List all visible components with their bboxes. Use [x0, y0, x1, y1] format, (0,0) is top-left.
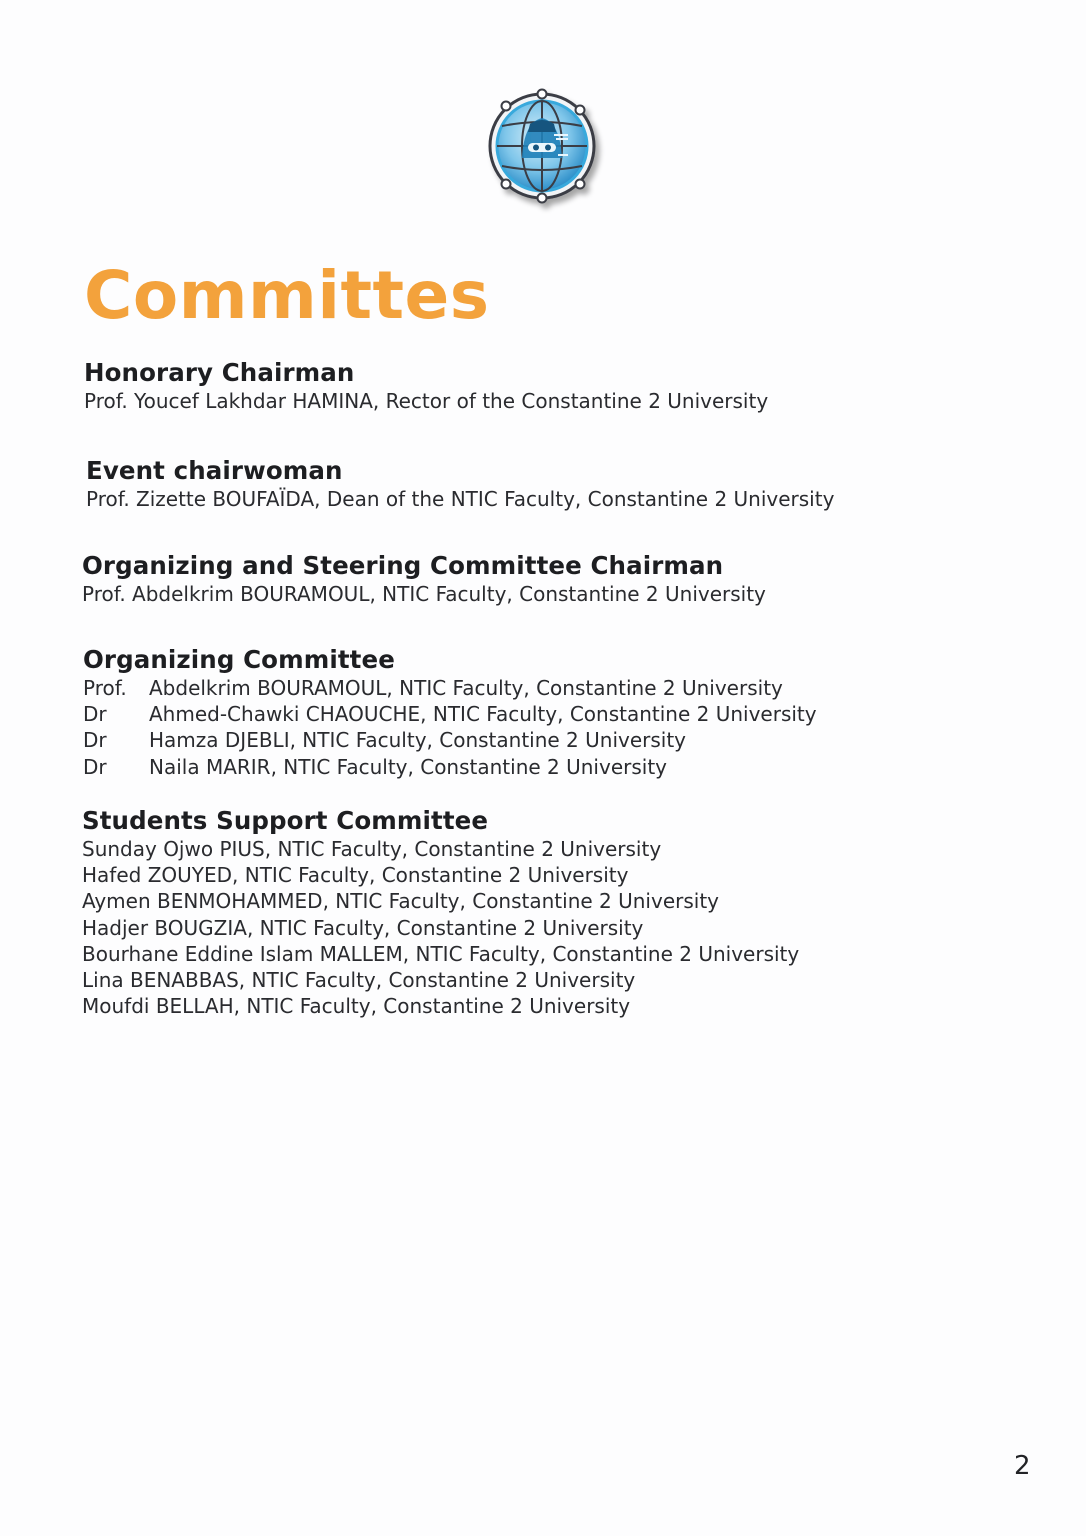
page-title: Committes	[84, 257, 490, 334]
section-heading: Honorary Chairman	[84, 358, 355, 387]
member-title: Dr	[83, 754, 107, 779]
conference-logo	[484, 88, 610, 214]
page-number: 2	[1014, 1451, 1031, 1481]
honorary-chairman-section	[84, 358, 768, 414]
list-item: Moufdi BELLAH, NTIC Faculty, Constantine 2 University	[82, 994, 631, 1019]
section-heading: Students Support Committee	[82, 806, 489, 835]
organizing-committee-section	[83, 645, 817, 780]
member-title: Dr	[83, 728, 107, 753]
list-item: Aymen BENMOHAMMED, NTIC Faculty, Constantine 2 University	[82, 889, 720, 914]
event-chairwoman-section	[86, 456, 834, 512]
students-support-committee-section	[82, 806, 799, 1019]
steering-chairman-section	[82, 551, 766, 607]
member-name: Ahmed-Chawki CHAOUCHE, NTIC Faculty, Constantine 2 University	[149, 702, 817, 727]
list-item	[83, 701, 817, 727]
list-item	[83, 727, 817, 753]
event-chairwoman-line: Prof. Zizette BOUFAÏDA, Dean of the NTIC Faculty, Constantine 2 University	[86, 487, 835, 511]
steering-chairman-line: Prof. Abdelkrim BOURAMOUL, NTIC Faculty, Constantine 2 University	[82, 582, 766, 606]
member-name: Abdelkrim BOURAMOUL, NTIC Faculty, Constantine 2 University	[149, 676, 783, 700]
honorary-chairman-line: Prof. Youcef Lakhdar HAMINA, Rector of the Constantine 2 University	[84, 389, 769, 413]
member-title: Dr	[83, 702, 107, 727]
list-item: Sunday Ojwo PIUS, NTIC Faculty, Constantine 2 University	[82, 837, 662, 861]
section-heading: Organizing Committee	[83, 645, 395, 674]
list-item: Hadjer BOUGZIA, NTIC Faculty, Constantine 2 University	[82, 915, 644, 940]
list-item	[83, 754, 817, 780]
section-heading: Event chairwoman	[86, 456, 343, 485]
section-heading: Organizing and Steering Committee Chairman	[82, 551, 724, 580]
member-name: Hamza DJEBLI, NTIC Faculty, Constantine 2 University	[149, 728, 687, 753]
list-item: Hafed ZOUYED, NTIC Faculty, Constantine 2 University	[82, 863, 629, 888]
member-title: Prof.	[83, 676, 127, 700]
globe-hacker-icon	[484, 88, 610, 214]
list-item: Bourhane Eddine Islam MALLEM, NTIC Faculty, Constantine 2 University	[82, 941, 800, 966]
list-item	[83, 675, 817, 701]
list-item: Lina BENABBAS, NTIC Faculty, Constantine 2 University	[82, 968, 636, 993]
member-name: Naila MARIR, NTIC Faculty, Constantine 2 University	[149, 754, 668, 779]
